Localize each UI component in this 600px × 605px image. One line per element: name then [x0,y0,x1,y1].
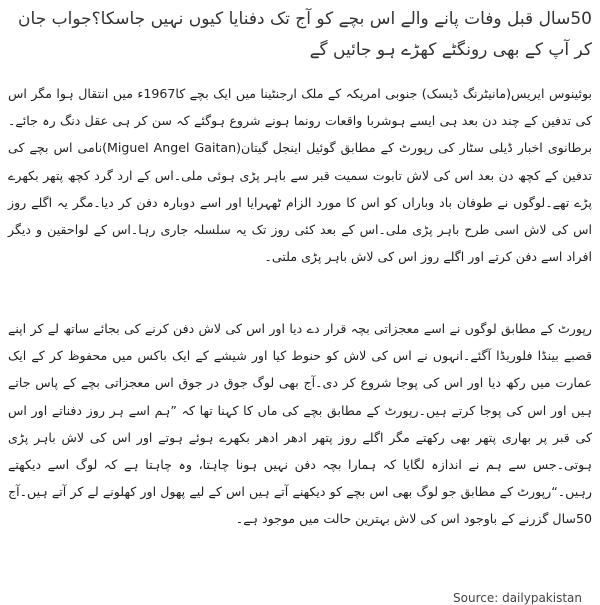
article-source: Source: dailypakistan [453,591,582,605]
article-title: 50سال قبل وفات پانے والے اس بچے کو آج تک دفنایا کیوں نہیں جاسکا؟جواب جان کر آپ کے بھی رونگٹے کھڑے ہو جائیں گے [18,9,592,60]
article-paragraph-2: رپورٹ کے مطابق لوگوں نے اسے معجزاتی بچہ قرار دے دیا اور اس کی لاش دفن کرنے کی بجائے ساتھ لے کر اپنے قصبے بینڈا فلوریڈا آگئے۔انہوں نے اس کی لاش کو حنوط کیا اور شیشے کے ایک باکس میں محفوظ کر کے ایک عمارت میں رکھ دیا اور اس کی پوجا شروع کر دی۔آج بھی لوگ جوق در جوق اس معجزاتی بچے کے پاس جاتے ہیں اور اس کی پوجا کرتے ہیں۔رپورٹ کے مطابق بچے کی ماں کا کہنا تھا کہ ”ہم اسے ہر روز دفناتے اور اس کی قبر پر بھاری پتھر بھی رکھتے مگر اگلے روز پتھر ادھر ادھر بکھرے ہوئے ہوتے اور اس کی لاش باہر پڑی ہوتی۔جس سے ہم نے اندازہ لگایا کہ ہمارا بچہ دفن نہیں ہونا چاہتا، وہ چاہتا ہے کہ لوگ اسے دیکھتے رہیں۔“رپورٹ کے مطابق جو لوگ بھی اس بچے کو دیکھنے آتے ہیں اس کے لیے پھول اور کھلونے لے کر آتے ہیں۔آج 50سال گزرنے کے باوجود اس کی لاش بہترین حالت میں موجود ہے۔ [8,321,592,527]
article-paragraph-1: بوئینوس ایریس(مانیٹرنگ ڈیسک) جنوبی امریکہ کے ملک ارجنٹینا میں ایک بچے کا1967ء میں انتقال ہوا مگر اس کی تدفین کے چند دن بعد ہی ایسے ہوشربا واقعات رونما ہونے شروع ہوگئے کہ سن کر ہی عقل دنگ رہ جائے۔برطانوی اخبار ڈیلی سٹار کی رپورٹ کے مطابق گوئیل اینجل گیتان(Miguel Angel Gaitan)نامی اس بچے کی تدفین کے کچھ دن بعد اس کی لاش تابوت سمیت قبر سے باہر پڑی ہوئی ملی۔اس کے ارد گرد کچھ پتھر بکھرے پڑے تھے۔لوگوں نے طوفان باد وباراں کو اس کا مورد الزام ٹھہرایا اور اسے دوبارہ دفن کر دیا۔مگر یہ اگلے روز اس کی لاش اسی طرح باہر پڑی ملی۔اس کے بعد کئی روز تک یہ سلسلہ جاری رہا۔اس کے لواحقین و دیگر افراد اسے دفن کرتے اور اگلے روز اس کی لاش باہر پڑی ملتی۔ [8,86,592,265]
